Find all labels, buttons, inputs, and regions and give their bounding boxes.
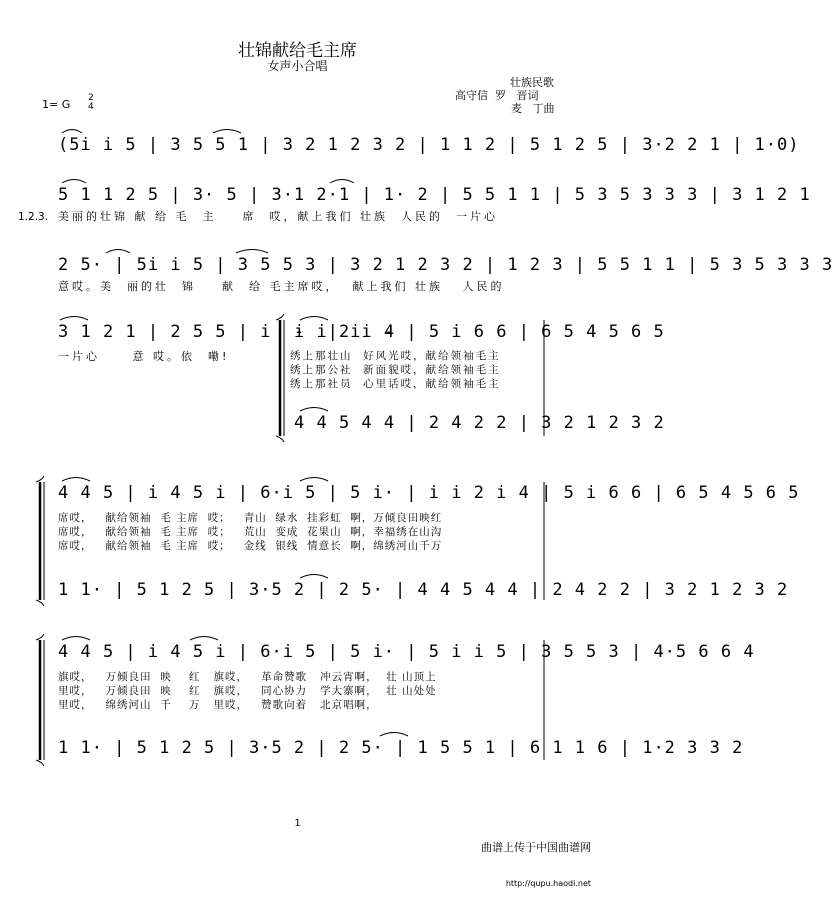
- ending-notes: 3 1 2 1 | 2 5 5 | i - | i -: [58, 322, 396, 342]
- chorus-lyrics-1-verse-2: 绣上那公社 新面貌哎，献给领袖毛主: [290, 364, 501, 376]
- watermark-text: 曲谱上传于中国曲谱网: [481, 841, 591, 854]
- chorus-lyrics-3-verse-3: 里哎， 绵绣河山 千 万 里哎， 赞歌向着 北京唱啊，: [58, 699, 378, 711]
- origin-credit: 壮族民歌: [510, 76, 554, 89]
- watermark: [481, 818, 591, 902]
- chorus-lyrics-3-verse-2: 里哎， 万倾良田 映 红 旗哎， 同心协力 学大寨啊， 壮 山处处: [58, 685, 437, 697]
- chorus-lyrics-1-verse-1: 绣上那壮山 好风光哎，献给领袖毛主: [290, 350, 501, 362]
- meter-top: 2: [88, 93, 94, 103]
- ending-lyrics: 一片心 意 哎。依 嘞!: [58, 350, 230, 363]
- chorus-lyrics-2-verse-3: 席哎， 献给领袖 毛 主席 哎； 金线 银线 情意长 啊，绵绣河山千万: [58, 540, 443, 552]
- chorus-upper-notes-1: i i 2 i 4 | 5 i 6 6 | 6 5 4 5 6 5: [294, 322, 665, 342]
- watermark-url: http://qupu.haodi.net: [505, 879, 591, 888]
- score-subtitle: 女声小合唱: [267, 59, 328, 73]
- meter-bottom: 4: [88, 102, 94, 112]
- score-title: 壮锦献给毛主席: [238, 41, 357, 61]
- lyricist-credit: 高守信 罗 晋词: [455, 89, 539, 102]
- key-signature: 1= G: [42, 98, 71, 111]
- verse-number: 1.2.3.: [18, 211, 49, 223]
- chorus-lyrics-1-verse-3: 绣上那社员 心里话哎，献给领袖毛主: [290, 378, 501, 390]
- verse-notes-line-2: 2 5· | 5i i 5 | 3 5 5 3 | 3 2 1 2 3 2 | 1 2 3 | 5 5 1 1 | 5 3 5 3 3 3: [58, 255, 833, 275]
- verse-lyrics-line-1: 美丽的壮锦 献 给 毛 主 席 哎，献上我们 壮族 人民的 一片心: [58, 210, 498, 223]
- time-signature: [88, 94, 94, 112]
- composer-credit: 麦 丁曲: [511, 102, 555, 115]
- verse-lyrics-line-2: 意哎。美 丽的壮 锦 献 给 毛主席哎， 献上我们 壮族 人民的: [58, 280, 505, 293]
- page-number: 1: [294, 818, 301, 829]
- verse-notes-line-1: 5 1 1 2 5 | 3· 5 | 3·1 2·1 | 1· 2 | 5 5 1 1 | 5 3 5 3 3 3 | 3 1 2 1: [58, 185, 811, 205]
- chorus-upper-notes-2: 4 4 5 | i 4 5 i | 6·i 5 | 5 i· | i i 2 i 4 | 5 i 6 6 | 6 5 4 5 6 5: [58, 483, 800, 503]
- chorus-lower-notes-2: 1 1· | 5 1 2 5 | 3·5 2 | 2 5· | 4 4 5 4 4 | 2 4 2 2 | 3 2 1 2 3 2: [58, 580, 789, 600]
- chorus-lyrics-2-verse-2: 席哎， 献给领袖 毛 主席 哎； 荒山 变成 花果山 啊，幸福绣在山沟: [58, 526, 443, 538]
- intro-notes: (5i i 5 | 3 5 5 1 | 3 2 1 2 3 2 | 1 1 2 | 5 1 2 5 | 3·2 2 1 | 1·0): [58, 135, 800, 155]
- chorus-lower-notes-1: 4 4 5 4 4 | 2 4 2 2 | 3 2 1 2 3 2: [294, 413, 665, 433]
- chorus-lyrics-3-verse-1: 旗哎， 万倾良田 映 红 旗哎， 革命赞歌 冲云宵啊， 壮 山顶上: [58, 671, 437, 683]
- chorus-lower-notes-3: 1 1· | 5 1 2 5 | 3·5 2 | 2 5· | 1 5 5 1 | 6 1 1 6 | 1·2 3 3 2: [58, 738, 744, 758]
- chorus-lyrics-2-verse-1: 席哎， 献给领袖 毛 主席 哎； 青山 绿水 挂彩虹 啊，万倾良田映红: [58, 512, 443, 524]
- chorus-upper-notes-3: 4 4 5 | i 4 5 i | 6·i 5 | 5 i· | 5 i i 5 | 3 5 5 3 | 4·5 6 6 4: [58, 642, 755, 662]
